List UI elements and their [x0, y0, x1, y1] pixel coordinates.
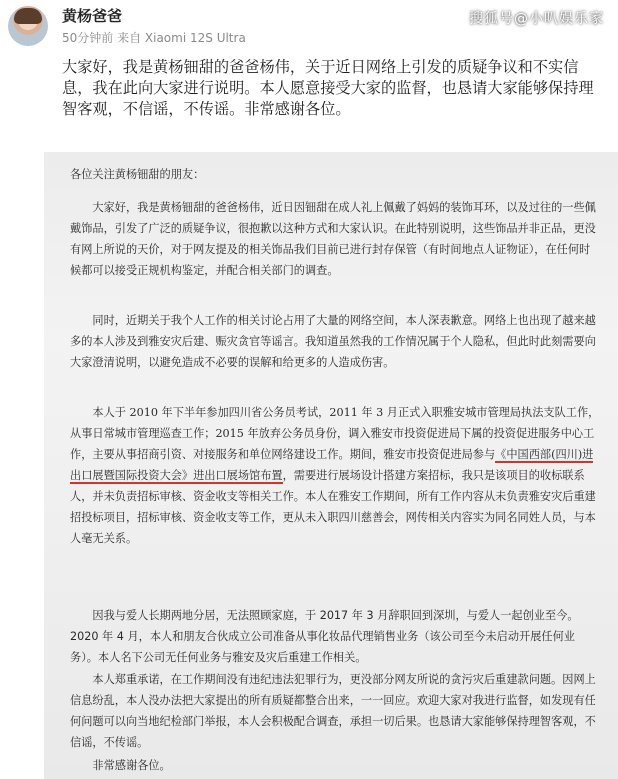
post-intro [62, 57, 608, 120]
avatar[interactable] [8, 6, 48, 46]
letter-closing [70, 755, 600, 776]
letter-salutation [70, 164, 600, 185]
paragraph-text: 大家好，我是黄杨钿甜的爸爸杨伟，近日因钿甜在成人礼上佩戴了妈妈的装饰耳环，以及过往的一些佩戴饰品，引发了广泛的质疑争议，很抱歉以这种方式和大家认识。在此特别说明，这些饰品并非正品，更没有网上所说的天价，对于网友提及的相关饰品我们目前已进行封存保管（有时间地点人证物证），在任何时候都可以接受正规机构鉴定，并配合相关部门的调查。 [70, 201, 596, 277]
letter-image [44, 152, 618, 779]
letter-paragraph-1 [70, 197, 600, 281]
letter-paragraph-2 [70, 310, 600, 373]
paragraph-text-after: ，需要进行展场设计搭建方案招标，我只是该项目的收标联系人，并未负责招标审核、资金收支等相关工作。本人在雅安工作期间，所有工作内容从未负责雅安灾后重建招投标项目，招标审核、资金收支等工作，更从未入职四川慈善会，网传相关内容实为同名同姓人员，与本人毫无关系。 [70, 469, 596, 545]
paragraph-text [70, 402, 600, 549]
letter-paragraph-5 [70, 669, 600, 753]
username[interactable]: 黄杨爸爸 [62, 7, 123, 25]
closing-text: 非常感谢各位。 [92, 759, 171, 772]
paragraph-text: 本人郑重承诺，在工作期间没有违纪违法犯罪行为，更没部分网友所说的贪污灾后重建款问题。因网上信息纷乱，本人没办法把大家提出的所有质疑都整合出来，一一回应。欢迎大家对我进行监督，如发现有任何问题可以向当地纪检部门举报，本人会积极配合调查，承担一切后果。也恳请大家能够保持理智客观，不信谣，不传谣。 [70, 673, 596, 749]
letter-paragraph-3 [70, 402, 600, 549]
salutation-text: 各位关注黄杨钿甜的朋友： [70, 168, 205, 181]
letter-paragraph-4 [70, 605, 600, 668]
underlined-exhibition-name: 《中国西部(四川)进出口展暨国际投资大会》进出口展场馆布置 [70, 448, 594, 482]
paragraph-text: 因我与爱人长期两地分居，无法照顾家庭，于 2017 年 3 月辞职回到深圳，与爱人一起创业至今。2020 年 4 月，本人和朋友合伙成立公司准备从事化妆品代理销售业务（该公司至今未启动开展任何业务）。本人名下公司无任何业务与雅安及灾后重建工作相关。 [70, 609, 579, 664]
watermark: 搜狐号@小叭娱乐家 [469, 11, 604, 27]
post-header [0, 0, 618, 52]
intro-text: 大家好，我是黄杨钿甜的爸爸杨伟，关于近日网络上引发的质疑争议和不实信息，我在此向大家进行说明。本人愿意接受大家的监督，也恳请大家能够保持理智客观，不信谣，不传谣。非常感谢各位。 [62, 58, 594, 118]
paragraph-text: 同时，近期关于我个人工作的相关讨论占用了大量的网络空间，本人深表歉意。网络上也出现了越来越多的本人涉及到雅安灾后建、赈灾贪官等谣言。我知道虽然我的工作情况属于个人隐私，但此时此刻需要向大家澄清说明，以避免造成不必要的误解和给更多的人造成伤害。 [70, 314, 596, 369]
paragraph-text-before: 本人于 2010 年下半年参加四川省公务员考试，2011 年 3 月正式入职雅安城市管理局执法支队工作，从事日常城市管理巡查工作；2015 年放弃公务员身份，调入雅安市投资促进局下属的投资促进服务中心工作，主要从事招商引资、对接服务和单位网络建设工作。期间，雅安市投资促进局参与 [70, 406, 600, 461]
post-meta: 50分钟前 来自 Xiaomi 12S Ultra [62, 31, 246, 45]
